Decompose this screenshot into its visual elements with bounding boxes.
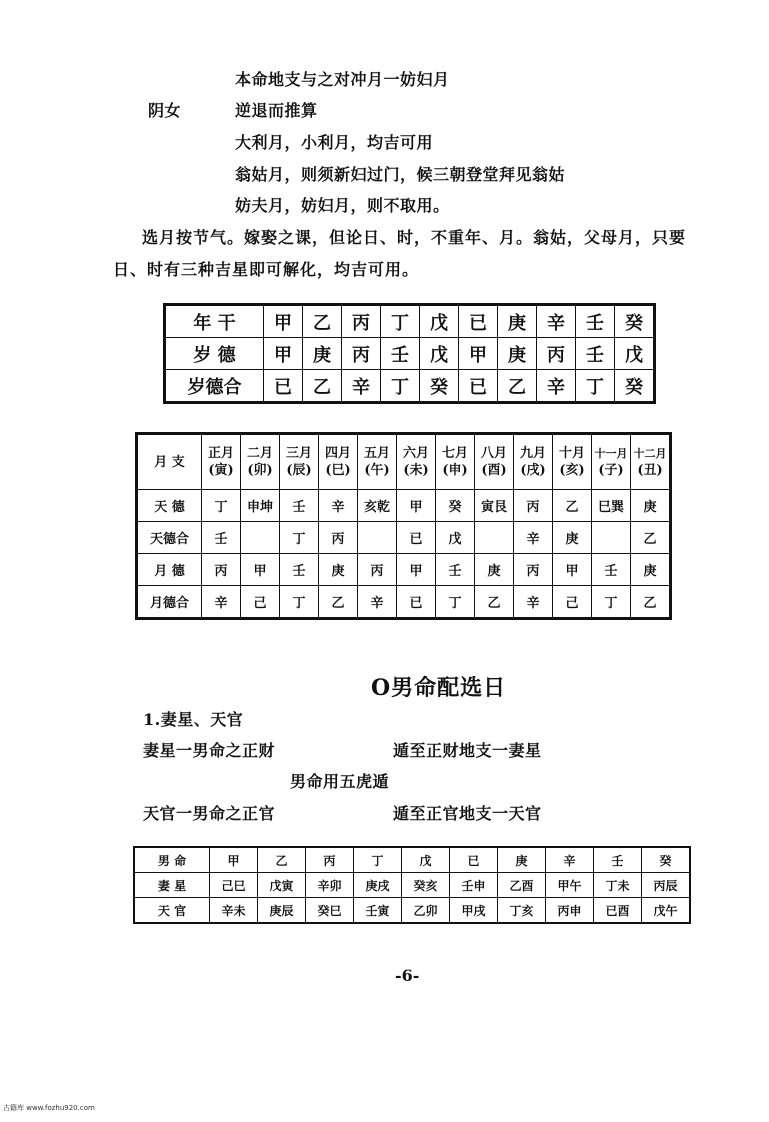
table-cell: 申坤 — [241, 490, 280, 522]
table-cell: 癸 — [642, 847, 691, 873]
table-cell — [241, 522, 280, 554]
month-header — [319, 434, 358, 490]
table-cell: 丁 — [354, 847, 402, 873]
table-cell: 乙 — [475, 586, 514, 619]
table-cell: 己巳 — [210, 873, 258, 898]
table-cell: 癸巳 — [306, 898, 354, 924]
table-cell: 丁 — [381, 370, 420, 403]
table-cell: 丙 — [537, 338, 576, 370]
month-branch: (丑) — [637, 463, 663, 478]
table-cell: 已 — [459, 305, 498, 338]
month-branch: (子) — [598, 463, 624, 478]
table-cell: 戊 — [402, 847, 450, 873]
section-line-1-right: 遁至正财地支一妻星 — [393, 741, 542, 760]
table-cell: 丙申 — [546, 898, 594, 924]
table-cell: 戊 — [436, 522, 475, 554]
table-cell: 乙 — [631, 586, 671, 619]
table-cell: 丁未 — [594, 873, 642, 898]
table-cell: 庚 — [319, 554, 358, 586]
table-cell: 甲 — [459, 338, 498, 370]
table-cell: 辛 — [319, 490, 358, 522]
month-header — [631, 434, 671, 490]
month-branch: (申) — [442, 463, 468, 478]
row-header: 岁 德 — [165, 338, 264, 370]
table-cell: 已 — [397, 586, 436, 619]
intro-line-2: 逆退而推算 — [235, 101, 318, 120]
table-cell: 甲 — [210, 847, 258, 873]
month-header — [280, 434, 319, 490]
section-line-2: 男命用五虎遁 — [290, 772, 390, 791]
table-cell: 己 — [241, 586, 280, 619]
row-header: 月 德 — [137, 554, 202, 586]
table-row — [134, 873, 690, 898]
table-cell: 乙卯 — [402, 898, 450, 924]
table-cell: 甲 — [264, 338, 303, 370]
table-cell: 己 — [553, 586, 592, 619]
table-cell: 丙 — [342, 305, 381, 338]
table-cell: 甲 — [553, 554, 592, 586]
table-cell: 辛卯 — [306, 873, 354, 898]
table-cell: 庚 — [631, 554, 671, 586]
intro-label-yinnv: 阴女 — [148, 101, 182, 120]
intro-line-5: 妨夫月，妨妇月，则不取用。 — [235, 196, 450, 215]
section-subtitle: 1.妻星、天官 — [143, 710, 244, 729]
month-name: 正月 — [207, 446, 234, 461]
month-header — [514, 434, 553, 490]
table-cell: 戊 — [420, 305, 459, 338]
table-cell: 丙 — [202, 554, 241, 586]
table-cell: 辛 — [537, 305, 576, 338]
table-cell: 壬 — [381, 338, 420, 370]
table-cell: 甲 — [264, 305, 303, 338]
table-cell: 亥乾 — [358, 490, 397, 522]
month-branch: (辰) — [286, 463, 312, 478]
table-cell: 甲 — [397, 554, 436, 586]
footer-watermark: 古籍库 www.fozhu920.com — [3, 1104, 95, 1112]
page-number: -6- — [395, 966, 420, 985]
table-cell: 壬 — [280, 490, 319, 522]
table-row — [134, 898, 690, 924]
table-cell: 戊寅 — [258, 873, 306, 898]
table-cell: 乙 — [258, 847, 306, 873]
paragraph-line-2: 日、时有三种吉星即可解化，均吉可用。 — [113, 260, 420, 279]
table-cell: 丁 — [280, 586, 319, 619]
table-cell: 壬 — [202, 522, 241, 554]
table-cell: 庚 — [475, 554, 514, 586]
month-name: 五月 — [363, 446, 390, 461]
table-cell: 戊 — [420, 338, 459, 370]
table-cell: 癸 — [615, 305, 655, 338]
table-cell: 辛 — [342, 370, 381, 403]
table-row — [165, 370, 655, 403]
table-cell: 丁 — [436, 586, 475, 619]
month-branch: (寅) — [208, 463, 234, 478]
table-cell: 庚 — [498, 847, 546, 873]
table-cell: 已 — [459, 370, 498, 403]
month-header — [241, 434, 280, 490]
table-cell: 庚辰 — [258, 898, 306, 924]
table-cell: 辛未 — [210, 898, 258, 924]
table-cell: 乙 — [319, 586, 358, 619]
table-cell: 癸 — [420, 370, 459, 403]
table-cell: 壬 — [576, 305, 615, 338]
row-header: 天 德 — [137, 490, 202, 522]
paragraph-line-1: 选月按节气。嫁娶之课，但论日、时，不重年、月。翁姑，父母月，只要 — [142, 228, 687, 247]
month-name: 十二月 — [633, 447, 667, 460]
table-cell — [475, 522, 514, 554]
table-cell: 乙 — [498, 370, 537, 403]
table-cell: 丙 — [342, 338, 381, 370]
month-name: 八月 — [480, 446, 507, 461]
month-header — [358, 434, 397, 490]
table-cell: 丙 — [514, 490, 553, 522]
year-stem-table — [163, 303, 656, 404]
table-cell: 甲 — [241, 554, 280, 586]
table-cell: 已 — [450, 847, 498, 873]
row-header: 天德合 — [137, 522, 202, 554]
section-line-3-right: 遁至正官地支一天官 — [393, 804, 542, 823]
table-cell: 丁 — [576, 370, 615, 403]
table-cell: 辛 — [537, 370, 576, 403]
table-cell: 辛 — [514, 586, 553, 619]
table-cell: 戊 — [615, 338, 655, 370]
month-branch-table — [135, 432, 672, 620]
table-cell: 辛 — [202, 586, 241, 619]
intro-line-4: 翁姑月，则须新妇过门，候三朝登堂拜见翁姑 — [235, 165, 566, 184]
table-row — [137, 490, 671, 522]
table-cell: 庚戌 — [354, 873, 402, 898]
table-cell: 丙辰 — [642, 873, 691, 898]
table-cell: 庚 — [303, 338, 342, 370]
table-cell: 丙 — [514, 554, 553, 586]
table-cell: 乙酉 — [498, 873, 546, 898]
table-cell: 甲午 — [546, 873, 594, 898]
male-life-table — [133, 846, 691, 924]
row-header: 岁德合 — [165, 370, 264, 403]
table-cell: 丙 — [358, 554, 397, 586]
table-cell: 壬 — [594, 847, 642, 873]
month-header — [475, 434, 514, 490]
month-branch: (戌) — [520, 463, 546, 478]
row-header: 月 支 — [137, 434, 202, 490]
table-cell: 丁 — [381, 305, 420, 338]
month-name: 七月 — [441, 446, 468, 461]
month-name: 六月 — [402, 446, 429, 461]
table-cell: 辛 — [546, 847, 594, 873]
table-row — [137, 554, 671, 586]
month-header — [397, 434, 436, 490]
table-row — [137, 586, 671, 619]
table-cell: 壬寅 — [354, 898, 402, 924]
month-branch: (酉) — [481, 463, 507, 478]
table-cell: 乙 — [303, 305, 342, 338]
table-cell: 甲戌 — [450, 898, 498, 924]
month-header — [436, 434, 475, 490]
month-name: 三月 — [285, 446, 312, 461]
section-title: O男命配选日 — [371, 675, 507, 701]
table-cell: 丙 — [319, 522, 358, 554]
month-branch: (卯) — [247, 463, 273, 478]
table-cell: 乙 — [553, 490, 592, 522]
table-cell: 庚 — [498, 338, 537, 370]
table-cell: 已酉 — [594, 898, 642, 924]
month-branch: (未) — [403, 463, 429, 478]
table-cell: 巳巽 — [592, 490, 631, 522]
intro-line-3: 大利月，小利月，均吉可用 — [235, 133, 434, 152]
month-branch: (巳) — [325, 463, 351, 478]
section-line-1-left: 妻星一男命之正财 — [143, 741, 276, 760]
table-cell — [592, 522, 631, 554]
table-cell: 癸 — [436, 490, 475, 522]
month-name: 二月 — [246, 446, 273, 461]
row-header: 年 干 — [165, 305, 264, 338]
month-header — [553, 434, 592, 490]
intro-line-1: 本命地支与之对冲月一妨妇月 — [235, 70, 450, 89]
row-header: 月德合 — [137, 586, 202, 619]
table-header-row — [137, 434, 671, 490]
table-cell: 乙 — [303, 370, 342, 403]
table-cell: 辛 — [358, 586, 397, 619]
table-cell: 壬申 — [450, 873, 498, 898]
month-branch: (午) — [364, 463, 390, 478]
table-cell: 甲 — [397, 490, 436, 522]
table-cell: 癸 — [615, 370, 655, 403]
table-cell: 丁亥 — [498, 898, 546, 924]
month-name: 十月 — [558, 446, 585, 461]
table-cell: 丁 — [592, 586, 631, 619]
row-header: 妻 星 — [134, 873, 210, 898]
table-cell: 庚 — [631, 490, 671, 522]
table-row — [137, 522, 671, 554]
table-cell: 壬 — [436, 554, 475, 586]
month-header — [592, 434, 631, 490]
table-cell: 壬 — [592, 554, 631, 586]
table-cell: 壬 — [280, 554, 319, 586]
table-cell — [358, 522, 397, 554]
table-cell: 丁 — [202, 490, 241, 522]
table-cell: 乙 — [631, 522, 671, 554]
table-cell: 辛 — [514, 522, 553, 554]
table-cell: 癸亥 — [402, 873, 450, 898]
table-cell: 庚 — [553, 522, 592, 554]
month-name: 四月 — [324, 446, 351, 461]
row-header: 天 官 — [134, 898, 210, 924]
table-cell: 已 — [264, 370, 303, 403]
table-row — [134, 847, 690, 873]
table-cell: 丙 — [306, 847, 354, 873]
table-cell: 戊午 — [642, 898, 691, 924]
table-cell: 丁 — [280, 522, 319, 554]
month-branch: (亥) — [559, 463, 585, 478]
table-row — [165, 338, 655, 370]
row-header: 男 命 — [134, 847, 210, 873]
table-cell: 已 — [397, 522, 436, 554]
table-cell: 壬 — [576, 338, 615, 370]
month-name: 九月 — [519, 446, 546, 461]
month-name: 十一月 — [594, 447, 628, 460]
table-row — [165, 305, 655, 338]
month-header — [202, 434, 241, 490]
table-cell: 寅艮 — [475, 490, 514, 522]
section-line-3-left: 天官一男命之正官 — [143, 804, 276, 823]
table-cell: 庚 — [498, 305, 537, 338]
